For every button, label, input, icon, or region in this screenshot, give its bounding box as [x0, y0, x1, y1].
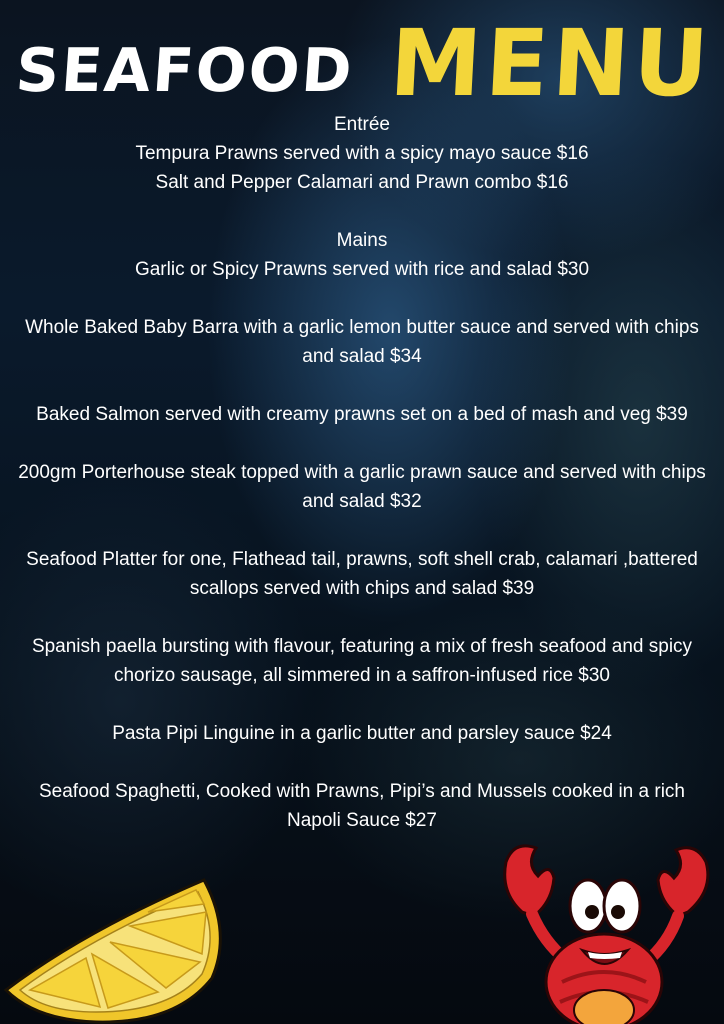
menu-item: Whole Baked Baby Barra with a garlic lemon butter sauce and served with chips and salad $34 — [25, 317, 699, 367]
menu-item: Salt and Pepper Calamari and Prawn combo $16 — [155, 172, 569, 193]
cartoon-crab-icon — [492, 832, 718, 1024]
menu-content — [0, 110, 724, 835]
menu-item: Seafood Platter for one, Flathead tail, prawns, soft shell crab, calamari ,battered scallops served with chips and salad $39 — [26, 549, 698, 599]
menu-item: 200gm Porterhouse steak topped with a garlic prawn sauce and served with chips and salad $32 — [18, 462, 706, 512]
title-menu: MENU — [387, 10, 715, 117]
entree-heading: Entrée — [334, 114, 390, 135]
menu-item: Garlic or Spicy Prawns served with rice and salad $30 — [134, 259, 590, 280]
mains-heading: Mains — [336, 230, 388, 251]
menu-item: Baked Salmon served with creamy prawns set on a bed of mash and veg $39 — [36, 404, 688, 425]
menu-item: Seafood Spaghetti, Cooked with Prawns, Pipi’s and Mussels cooked in a rich Napoli Sauce $27 — [38, 781, 685, 831]
menu-item: Pasta Pipi Linguine in a garlic butter and parsley sauce $24 — [112, 723, 612, 744]
menu-item: Tempura Prawns served with a spicy mayo sauce $16 — [135, 143, 589, 164]
menu-item: Spanish paella bursting with flavour, featuring a mix of fresh seafood and spicy chorizo sausage, all simmered in a saffron-infused rice $30 — [31, 636, 693, 686]
lemon-slice-icon — [0, 862, 230, 1024]
menu-title — [13, 6, 716, 126]
title-seafood: SEAFOOD — [13, 36, 356, 106]
